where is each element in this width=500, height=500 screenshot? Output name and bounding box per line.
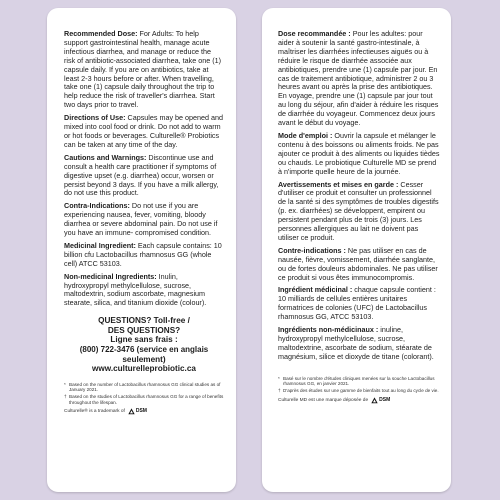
dsm-mark-icon bbox=[371, 397, 378, 404]
contact-line: seulement) bbox=[122, 354, 166, 364]
nonmedicinal-ingredients-section bbox=[278, 326, 440, 362]
footnotes bbox=[278, 376, 440, 394]
dsm-mark-icon bbox=[128, 408, 135, 415]
section-text: chaque capsule contient : 10 milliards de cellules entières unitaires formatrices de colonies (UFC) de Lactobacillus rhamnosus GG, ATCC 53103. bbox=[278, 285, 436, 322]
section-heading: Dose recommandée : bbox=[278, 29, 351, 38]
footnote: * Basé sur le nombre d'études cliniques menées sur la souche Lactobacillus rhamnosus GG, en janvier 2021. bbox=[278, 375, 435, 387]
contra-indications-section bbox=[278, 247, 440, 283]
nonmedicinal-ingredients-section bbox=[64, 273, 224, 309]
section-heading: Recommended Dose: bbox=[64, 29, 138, 38]
section-heading: Directions of Use: bbox=[64, 113, 126, 123]
section-text: Ne pas utiliser en cas de nausée, fièvre, vomissement, diarrhée sanglante, ou de fortes douleurs abdominales. Ne pas utiliser ce produit si vous êtes immunocompromis. bbox=[278, 245, 438, 282]
contact-line: DES QUESTIONS? bbox=[107, 325, 181, 335]
directions-section bbox=[64, 114, 224, 150]
directions-section bbox=[278, 132, 440, 177]
contact-line: Ligne sans frais : bbox=[110, 335, 178, 345]
section-heading: Non-medicinal Ingredients: bbox=[64, 271, 157, 281]
french-panel bbox=[262, 8, 451, 492]
section-text: Capsules may be opened and mixed into cool food or drink. Do not add to warm or hot foods or beverages. Culturelle® Probiotics can be taken at any time of the day. bbox=[64, 113, 224, 149]
trademark-line bbox=[278, 397, 440, 404]
medicinal-ingredient-section bbox=[64, 242, 224, 269]
section-heading: Contre-indications : bbox=[278, 245, 346, 255]
dsm-logo: DSM bbox=[371, 397, 390, 404]
footnote: † Based on the studies of Lactobacillus rhamnosus GG for a range of benefits throughout the lifespan. bbox=[64, 394, 224, 405]
footnote: * Based on the number of Lactobacillus rhamnosus GG clinical studies as of January 2021. bbox=[64, 381, 221, 393]
section-heading: Medicinal Ingredient: bbox=[64, 240, 136, 250]
section-text: Ouvrir la capsule et mélanger le contenu à des boissons ou aliments froids. Ne pas ajouter ce produit à des aliments ou liquides tièdes ou chauds. Le probiotique Culturelle MD se prend à n'importe quelle heure de la journée. bbox=[278, 130, 440, 176]
contra-indications-section bbox=[64, 202, 224, 238]
section-heading: Cautions and Warnings: bbox=[64, 152, 147, 162]
recommended-dose-section bbox=[64, 30, 224, 110]
trademark-text: Culturelle® is a trademark of bbox=[64, 409, 125, 415]
dsm-logo: DSM bbox=[128, 408, 147, 415]
section-text: Pour les adultes: pour aider à soutenir la santé gastro-intestinale, à maîtriser les diarrhées infectieuses aiguës ou à réduire le risque de diarrhée associée aux antibiotiques, prendre une (1) capsule par jour. En cas de traitement antibiotique, administrer 2 ou 3 heures avant ou après la prise des antibiotiques. En voyage, prendre une (1) capsule par jour tout au long du séjour, afin d'aider à réduire les risques de diarrhée du voyageur. Commencez deux jours avant le début du voyage. bbox=[278, 29, 439, 128]
section-text: Cesser d'utiliser ce produit et consulter un professionnel de la santé si des symptômes de troubles digestifs (p. ex. diarrhées) se développent, empirent ou persistent pendant plus de trois (3) jours. Les personnes allergiques au lait ne doivent pas utiliser ce produit. bbox=[278, 179, 439, 242]
section-heading: Mode d'emploi : bbox=[278, 130, 333, 140]
recommended-dose-section bbox=[278, 30, 440, 128]
section-text: For Adults: To help support gastrointestinal health, manage acute infectious diarrhea, and manage or reduce the risk of antibiotic-associated diarrhea, take one (1) capsule daily. If you are on antibiotics, take at least 2-3 hours before or after. When travelling, take one (1) capsule daily throughout the trip to help reduce the risk of traveller's diarrhea. Start two days prior to travel. bbox=[64, 29, 222, 110]
section-heading: Contra-Indications: bbox=[64, 201, 130, 211]
section-text: Do not use if you are experiencing nausea, fever, vomiting, bloody diarrhea or severe abdominal pain. Do not use if you have an immune- compromised condition. bbox=[64, 201, 218, 238]
footnote: † D'après des études sur une gamme de bienfaits tout au long du cycle de vie. bbox=[278, 387, 439, 393]
contact-block bbox=[64, 316, 224, 374]
cautions-section bbox=[278, 181, 440, 243]
medicinal-ingredient-section bbox=[278, 286, 440, 322]
section-heading: Ingrédients non-médicinaux : bbox=[278, 325, 379, 335]
footnotes bbox=[64, 382, 224, 405]
trademark-text: Culturelle MD est une marque déposée de bbox=[278, 397, 369, 403]
contact-line: QUESTIONS? Toll-free / bbox=[98, 316, 190, 326]
trademark-line bbox=[64, 408, 224, 415]
section-heading: Avertissements et mises en garde : bbox=[278, 179, 399, 189]
phone-number: (800) 722-3476 (service en anglais bbox=[79, 345, 209, 355]
cautions-section bbox=[64, 154, 224, 199]
english-panel bbox=[47, 8, 236, 492]
section-text: Each capsule contains: 10 billion cfu Lactobacillus rhamnosus GG (whole cell) ATCC 53103. bbox=[64, 240, 222, 268]
section-text: inuline, hydroxypropyl methylcellulose, sucrose, maltodextrine, ascorbate de sodium, stéarate de magnésium, silice et dioxyde de titane (colorant). bbox=[278, 325, 434, 361]
section-text: Discontinue use and consult a health care practitioner if symptoms of digestive upset (e.g. diarrhea) occur, worsen or persist beyond 3 days. If you have a milk allergy, do not use this product. bbox=[64, 152, 219, 198]
section-heading: Ingrédient médicinal : bbox=[278, 285, 353, 295]
website-url: www.culturelleprobiotic.ca bbox=[92, 364, 196, 374]
section-text: Inulin, hydroxypropyl methylcellulose, sucrose, maltodextrin, sodium ascorbate, magnesium stearate, silica, and titanium dioxide (colour). bbox=[64, 271, 207, 308]
